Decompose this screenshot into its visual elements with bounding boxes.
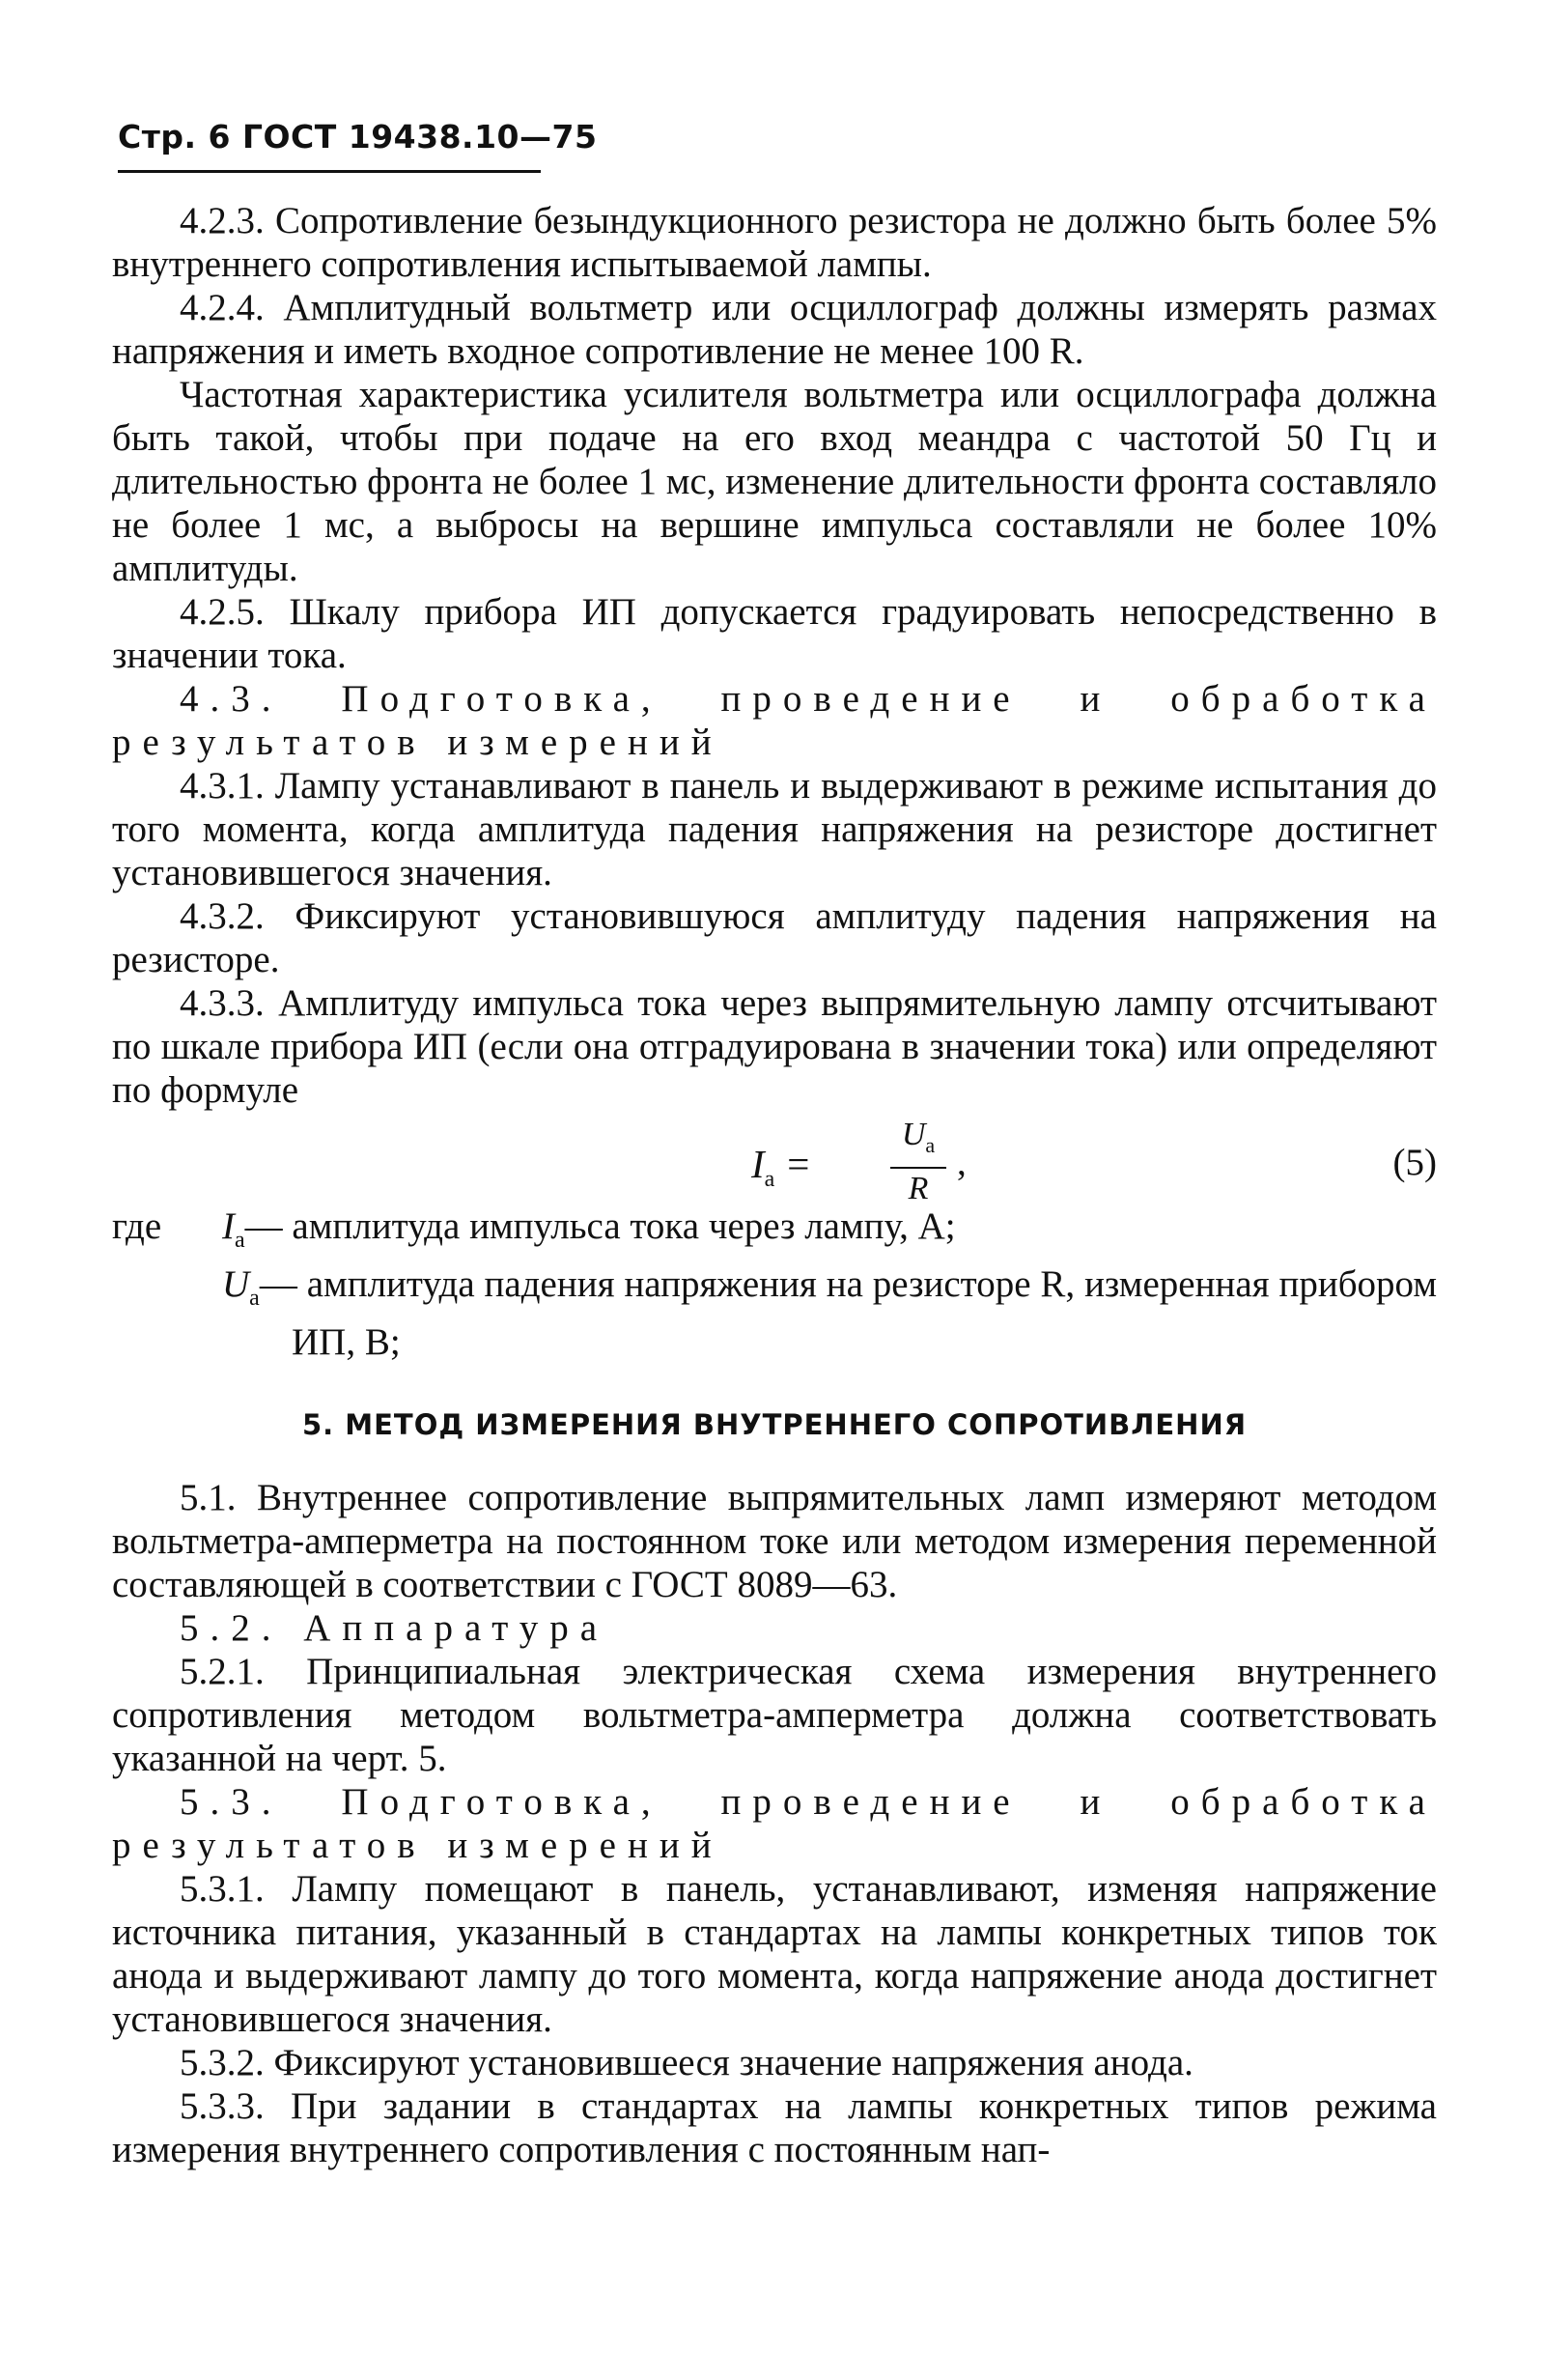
legend-ia-letter: I xyxy=(222,1205,235,1247)
paragraph-4-3-1: 4.3.1. Лампу устанавливают в панель и выдерживают в режиме испытания до того момента, когда амплитуда падения напряжения на резисторе достигнет установившегося значения. xyxy=(112,765,1437,893)
legend-ua-text: — амплитуда падения напряжения на резисторе R, измеренная прибором ИП, В; xyxy=(259,1262,1437,1363)
formula-lhs xyxy=(751,1141,811,1193)
paragraph-4-3-2: 4.3.2. Фиксируют установившуюся амплитуду падения напряжения на резисторе. xyxy=(112,895,1437,980)
formula-fraction xyxy=(884,1116,952,1207)
paragraph-4-2-5: 4.2.5. Шкалу прибора ИП допускается градуировать непосредственно в значении тока. xyxy=(112,591,1437,676)
formula-num-symbol: U xyxy=(901,1117,926,1152)
formula-comma: , xyxy=(957,1142,967,1183)
paragraph-5-3-2: 5.3.2. Фиксируют установившееся значение напряжения анода. xyxy=(180,2041,1193,2083)
paragraph-4-2-3: 4.2.3. Сопротивление безындукционного резистора не должно быть более 5% внутреннего сопротивления испытываемой лампы. xyxy=(112,200,1437,285)
formula-legend xyxy=(112,1204,1437,1364)
legend-item-ia xyxy=(222,1204,1437,1262)
legend-ua-letter: U xyxy=(222,1262,250,1305)
section-5-title: 5. МЕТОД ИЗМЕРЕНИЯ ВНУТРЕННЕГО СОПРОТИВЛЕНИЯ xyxy=(301,1407,1248,1441)
legend-item-ua xyxy=(222,1262,1437,1364)
header-rule xyxy=(118,170,541,173)
paragraph-5-1: 5.1. Внутреннее сопротивление выпрямительных ламп измеряют методом вольтметра-амперметра на постоянном токе или методом измерения переменной составляющей в соответствии с ГОСТ 8089—63. xyxy=(112,1476,1437,1605)
paragraph-4-2-4: 4.2.4. Амплитудный вольтметр или осциллограф должны измерять размах напряжения и иметь входное сопротивление не менее 100 R. xyxy=(112,287,1437,372)
formula-5 xyxy=(112,1112,1437,1204)
formula-denominator: R xyxy=(908,1170,929,1206)
formula-number: (5) xyxy=(1392,1142,1437,1183)
heading-4-3: 4.3. Подготовка, проведение и обработка результатов измерений xyxy=(112,678,1437,763)
fraction-bar xyxy=(890,1167,946,1169)
formula-equals: = xyxy=(784,1142,812,1186)
paragraph-5-3-3: 5.3.3. При задании в стандартах на лампы конкретных типов режима измерения внутреннего сопротивления с постоянным нап- xyxy=(112,2084,1437,2170)
formula-num-subscript: а xyxy=(925,1132,936,1157)
legend-label: где xyxy=(112,1205,162,1247)
legend-ia-sub: а xyxy=(235,1227,245,1253)
heading-5-2: 5.2. Аппаратура xyxy=(180,1606,609,1649)
legend-ua-sub: а xyxy=(249,1285,260,1311)
legend-item-ia-symbol xyxy=(222,1205,245,1253)
heading-5-3: 5.3. Подготовка, проведение и обработка результатов измерений xyxy=(112,1780,1437,1866)
formula-numerator xyxy=(884,1116,952,1165)
formula-lhs-subscript: а xyxy=(764,1167,775,1193)
formula-lhs-symbol: I xyxy=(751,1142,765,1186)
paragraph-5-2-1: 5.2.1. Принципиальная электрическая схема измерения внутреннего сопротивления методом вольтметра-амперметра должна соответствовать указанной на черт. 5. xyxy=(112,1650,1437,1779)
paragraph-4-3-3: 4.3.3. Амплитуду импульса тока через выпрямительную лампу отсчитывают по шкале прибора ИП (если она отградуирована в значении тока) или определяют по формуле xyxy=(112,982,1437,1111)
document-body xyxy=(112,199,1437,2171)
legend-item-ua-symbol xyxy=(222,1262,260,1311)
page-header: Стр. 6 ГОСТ 19438.10—75 xyxy=(118,118,598,156)
legend-items xyxy=(222,1204,1437,1364)
paragraph-frequency: Частотная характеристика усилителя вольтметра или осциллографа должна быть такой, чтобы при подаче на его вход меандра с частотой 50 Гц и длительностью фронта не более 1 мс, изменение длительности фронта составляло не более 1 мс, а выбросы на вершине импульса составляли не более 10% амплитуды. xyxy=(112,374,1437,589)
paragraph-5-3-1: 5.3.1. Лампу помещают в панель, устанавливают, изменяя напряжение источника питания, указанный в стандартах на лампы конкретных типов ток анода и выдерживают лампу до того момента, когда напряжение анода достигнет установившегося значения. xyxy=(112,1867,1437,2040)
legend-ia-text: — амплитуда импульса тока через лампу, А; xyxy=(244,1205,956,1247)
